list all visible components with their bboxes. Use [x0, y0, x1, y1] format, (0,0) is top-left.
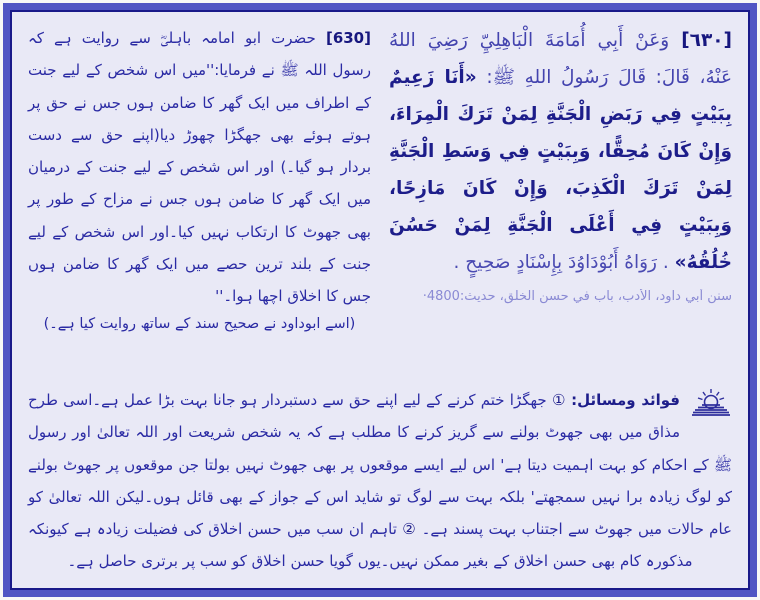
hadith-isnad: وَعَنْ أَبِي أُمَامَةَ الْبَاهِلِيِّ رَضِيَ اللهُ عَنْهُ، قَالَ: قَالَ رَسُولُ اللهِ ﷺ: — [389, 30, 732, 88]
hadith-reference: سنن أبي داود، الأدب، باب في حسن الخلق، حديث:4800· — [422, 289, 732, 304]
hadith-matn: «أَنَا زَعِيمٌ بِبَيْتٍ فِي رَبَضِ الْجَنَّةِ لِمَنْ تَرَكَ الْمِرَاءَ، وَإِنْ كَانَ مُحِقًّا، وَبِبَيْتٍ فِي وَسَطِ الْجَنَّةِ لِمَنْ تَرَكَ الْكَذِبَ، وَإِنْ كَانَ مَازِحًا، وَبِبَيْتٍ فِي أَعْلَى الْجَنَّةِ لِمَنْ حَسُنَ خُلُقُهُ» — [389, 67, 732, 273]
urdu-column — [28, 22, 371, 370]
hadith-number-arabic: [٦٣٠] — [681, 30, 733, 51]
page-frame — [3, 3, 757, 597]
sunrise-icon — [690, 388, 732, 418]
commentary-point2: تاہم ان سب میں حسن اخلاق کی فضیلت زیادہ ہے کیونکہ مذکورہ کام بھی حسن اخلاق کے بغیر ممکن نہیں۔یوں گویا حسن اخلاق کو سب پر برتری حاصل ہے۔ — [28, 520, 693, 571]
commentary-heading: فوائد ومسائل: — [571, 391, 680, 409]
hadith-section — [28, 22, 732, 370]
hadith-grading: . رَوَاهُ أَبُوْدَاوُدَ بِإِسْنَادٍ صَحِيحٍ . — [453, 252, 669, 273]
arabic-column — [389, 22, 732, 370]
commentary-point1: جھگڑا ختم کرنے کے لیے اپنے حق سے دستبردار ہو جانا بہت بڑا عمل ہے۔اسی طرح مذاق میں بھی جھوٹ بولنے سے گریز کرنے کا مطلب ہے کہ یہ شخص شریعت اور اللہ تعالیٰ اور رسول ﷺ کے احکام کو بہت اہمیت دیتا ہے' اس لیے ایسے موقعوں پر بھی جھوٹ نہیں بولتا جن موقعوں پر جھوٹ بولنے کو لوگ زیادہ برا نہیں سمجھتے' بلکہ بہت سے لوگ تو شاید اس کے جواز کے بھی قائل ہوں۔لیکن اللہ تعالیٰ کو عام حالات میں جھوٹ سے اجتناب بہت پسند ہے۔ — [28, 391, 732, 538]
hadith-number-urdu: [630] — [325, 29, 371, 47]
urdu-translation-body: حضرت ابو امامہ باہلیؓ سے روایت ہے کہ رسول اللہ ﷺ نے فرمایا:''میں اس شخص کے لیے جنت کے اطراف میں ایک گھر کا ضامن ہوں جس نے حق پر ہوتے ہوئے بھی جھگڑا چھوڑ دیا(اپنے حق سے دست بردار ہو گیا۔) اور اس شخص کے لیے جنت کے درمیان میں ایک گھر کا ضامن ہوں جس نے مزاح کے طور پر بھی جھوٹ کا ارتکاب نہیں کیا۔اور اس شخص کے لیے جنت کے بلند ترین حصے میں ایک گھر کا ضامن ہوں جس کا اخلاق اچھا ہوا۔'' — [28, 29, 371, 305]
commentary-section — [28, 384, 732, 578]
urdu-attribution: (اسے ابوداود نے صحیح سند کے ساتھ روایت کیا ہے۔) — [43, 316, 356, 333]
page-content — [10, 10, 750, 590]
point2-marker: ② — [402, 520, 417, 538]
point1-marker: ① — [551, 391, 566, 409]
hadith-arabic-text — [389, 22, 732, 281]
urdu-translation-text — [28, 22, 371, 312]
commentary-text — [28, 384, 732, 578]
